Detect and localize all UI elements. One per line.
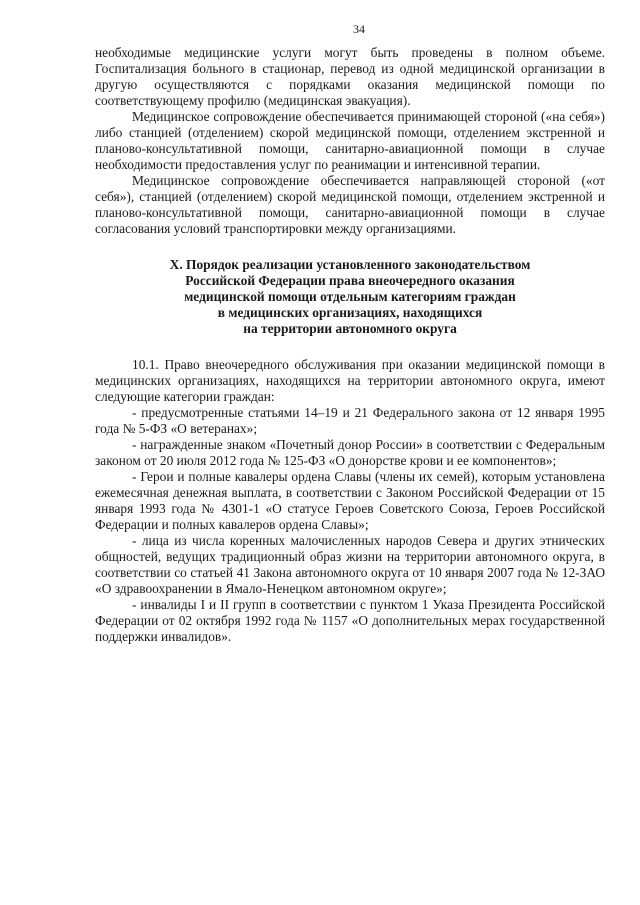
list-item: - награжденные знаком «Почетный донор России» в соответствии с Федеральным законом от 20 июля 2012 года № 125-ФЗ «О донорстве крови и ее компонентов»;	[95, 437, 605, 468]
section-heading-line: X. Порядок реализации установленного законодательством	[169, 257, 531, 272]
list-item: - лица из числа коренных малочисленных народов Севера и других этнических общностей, ведущих традиционный образ жизни на территории автономного округа, в соответствии со статьей 41 Закона автономного округа от 10 января 2007 года № 12-ЗАО «О здравоохранении в Ямало-Ненецком автономном округе»;	[95, 533, 605, 596]
paragraph-escort-receiving: Медицинское сопровождение обеспечивается принимающей стороной («на себя») либо станцией (отделением) скорой медицинской помощи, отделением экстренной и планово-консультативной помощи, санитарно-авиационной помощи в случае необходимости предоставления услуг по реанимации и интенсивной терапии.	[95, 109, 605, 172]
paragraph-continuation: необходимые медицинские услуги могут быть проведены в полном объеме. Госпитализация больного в стационар, перевод из одной медицинской организации в другую осуществляются с порядками оказания медицинской помощи по соответствующему профилю (медицинская эвакуация).	[95, 45, 605, 108]
section-heading-line: на территории автономного округа	[243, 321, 457, 336]
section-heading-line: в медицинских организациях, находящихся	[217, 305, 483, 320]
page-number: 34	[353, 22, 365, 36]
section-heading	[95, 257, 605, 337]
list-item: - Герои и полные кавалеры ордена Славы (члены их семей), которым установлена ежемесячная денежная выплата, в соответствии с Законом Российской Федерации от 15 января 1993 года № 4301-1 «О статусе Героев Советского Союза, Героев Российской Федерации и полных кавалеров ордена Славы»;	[95, 469, 605, 532]
document-page	[95, 22, 605, 645]
list-item: - предусмотренные статьями 14–19 и 21 Федерального закона от 12 января 1995 года № 5-ФЗ «О ветеранах»;	[95, 405, 605, 436]
section-heading-line: медицинской помощи отдельным категориям граждан	[184, 289, 516, 304]
section-heading-line: Российской Федерации права внеочередного оказания	[185, 273, 515, 288]
paragraph-escort-sending: Медицинское сопровождение обеспечивается направляющей стороной («от себя»), станцией (отделением) скорой медицинской помощи, отделением экстренной и планово-консультативной помощи, санитарно-авиационной помощи в случае согласования условий транспортировки между организациями.	[95, 173, 605, 236]
clause-10-1: 10.1. Право внеочередного обслуживания при оказании медицинской помощи в медицинских организациях, находящихся на территории автономного округа, имеют следующие категории граждан:	[95, 357, 605, 404]
list-item: - инвалиды I и II групп в соответствии с пунктом 1 Указа Президента Российской Федерации от 02 октября 1992 года № 1157 «О дополнительных мерах государственной поддержки инвалидов».	[95, 597, 605, 644]
